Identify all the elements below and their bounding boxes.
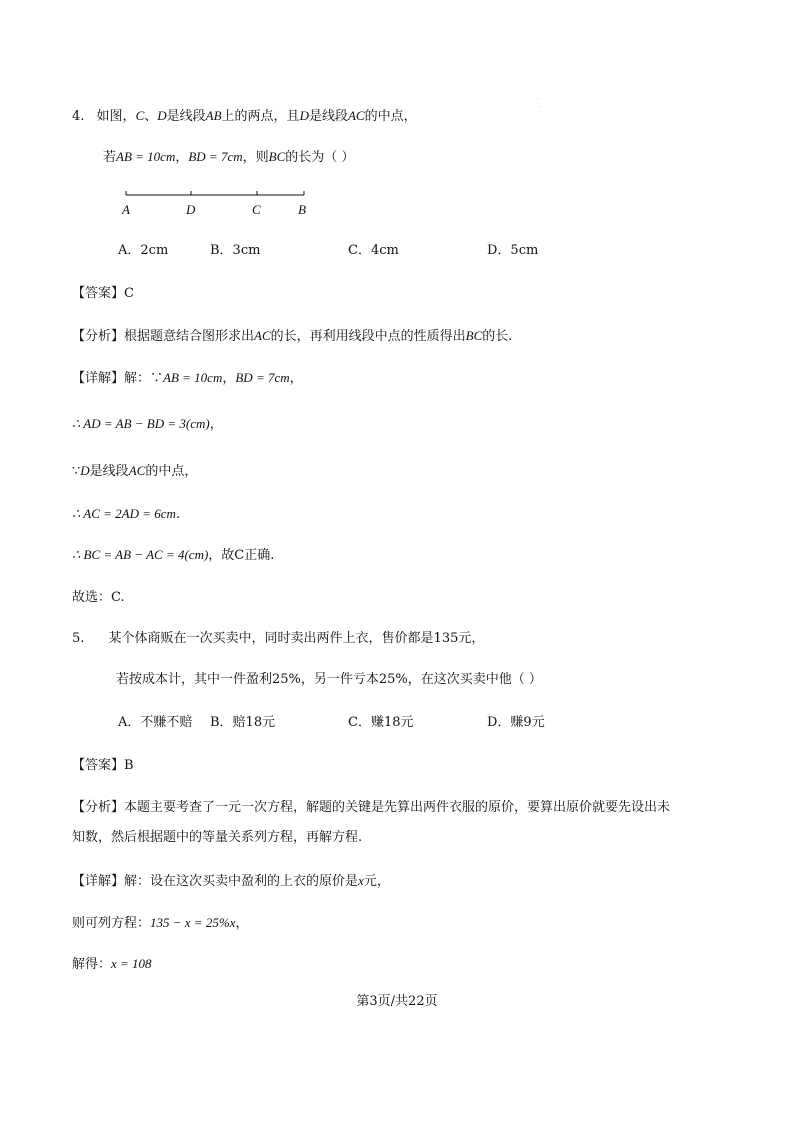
- text: 的中点，: [364, 109, 417, 124]
- question-number: 4.: [72, 109, 85, 124]
- math-var: AB: [205, 108, 222, 123]
- text: 解得：: [72, 957, 112, 972]
- math-var: BC: [465, 328, 483, 343]
- math-expression: AB = 10cm: [116, 149, 176, 164]
- math-expression: ∴ BC = AB − AC = 4(cm): [72, 547, 209, 562]
- option-a: A．2cm: [118, 243, 169, 258]
- text: 根据题意结合图形求出: [124, 329, 255, 344]
- page-footer: 第3页/共22页: [356, 994, 438, 1009]
- math-expression: x = 108: [111, 956, 152, 971]
- q5-analysis-line1: [72, 799, 670, 817]
- math-var: AC: [347, 108, 365, 123]
- detail-tag: 【详解】: [72, 371, 125, 386]
- math-expression: ∴ AD = AB − BD = 3(cm): [72, 416, 210, 431]
- text: .: [175, 507, 181, 522]
- q5-analysis-line2: 知数，然后根据题中的等量关系列方程，再解方程.: [72, 830, 363, 845]
- scan-mark: ·: [540, 104, 542, 111]
- question-number: 5.: [72, 631, 85, 646]
- math-var: AC: [128, 463, 146, 478]
- answer-tag: 【答案】: [72, 758, 125, 773]
- text: ，: [175, 150, 189, 165]
- q4-step1: [72, 415, 223, 434]
- math-var: D: [157, 108, 167, 123]
- segment-figure: [116, 186, 316, 220]
- text: ，: [289, 371, 303, 386]
- math-expression: AB = 10cm: [163, 370, 223, 385]
- text: 则可列方程：: [72, 916, 151, 931]
- point-label-b: B: [298, 202, 306, 217]
- q4-conclusion: 故选：C.: [72, 590, 125, 605]
- q4-analysis: [72, 327, 512, 346]
- q5-solution: [72, 955, 152, 974]
- q5-answer: [72, 757, 134, 775]
- option-a: A．不赚不赔: [118, 715, 193, 730]
- point-label-c: C: [252, 202, 261, 217]
- q5-equation: [72, 914, 248, 933]
- q5-detail: [72, 872, 390, 891]
- q4-stem-line1: [72, 107, 417, 126]
- text: ，则: [242, 150, 269, 165]
- text: 元，: [363, 874, 390, 889]
- detail-tag: 【详解】: [72, 874, 125, 889]
- text: 解：设在这次买卖中盈利的上衣的原价是: [124, 874, 359, 889]
- option-d: D．5cm: [487, 243, 539, 258]
- math-var: BC: [268, 149, 286, 164]
- text: 是线段: [166, 109, 206, 124]
- text: 上的两点，且: [221, 109, 300, 124]
- q4-answer: [72, 285, 134, 303]
- math-expression: ∴ AC = 2AD = 6cm: [72, 506, 176, 521]
- text: 若: [103, 150, 117, 165]
- analysis-tag: 【分析】: [72, 329, 125, 344]
- text: 是线段: [89, 464, 129, 479]
- math-expression: 135 − x = 25%x: [150, 915, 236, 930]
- point-label-a: A: [122, 202, 130, 217]
- math-expression: BD = 7cm: [235, 370, 290, 385]
- text: 的中点，: [145, 464, 198, 479]
- math-var: C: [135, 108, 145, 123]
- option-c: C．赚18元: [348, 715, 414, 730]
- q4-step2: [72, 462, 197, 481]
- math-expression: BD = 7cm: [188, 149, 243, 164]
- option-c: C．4cm: [348, 243, 399, 258]
- text: ，: [235, 916, 249, 931]
- text: 如图，: [96, 109, 136, 124]
- text: ，: [222, 371, 236, 386]
- q4-stem-line2: [103, 148, 354, 167]
- option-b: B．3cm: [210, 243, 261, 258]
- answer-value: B: [124, 758, 134, 773]
- q4-detail: [72, 369, 303, 388]
- scan-mark: ·: [537, 96, 539, 103]
- math-var: D: [80, 463, 90, 478]
- text: 、: [144, 109, 158, 124]
- math-var: AC: [254, 328, 271, 343]
- answer-tag: 【答案】: [72, 286, 125, 301]
- math-var: D: [299, 108, 309, 123]
- text: 的长为（ ）: [285, 150, 355, 165]
- analysis-tag: 【分析】: [72, 800, 125, 815]
- option-d: D．赚9元: [487, 715, 545, 730]
- q4-step3: [72, 505, 180, 524]
- point-label-d: D: [186, 202, 196, 217]
- text: 解：∵: [124, 371, 164, 386]
- text: ∵: [72, 464, 81, 479]
- text: ，: [209, 417, 223, 432]
- q5-stem-line1: [72, 630, 484, 648]
- q4-step4: [72, 546, 274, 565]
- option-b: B．赔18元: [210, 715, 276, 730]
- text: 某个体商贩在一次买卖中，同时卖出两件上衣，售价都是135元，: [108, 631, 485, 646]
- text: ，故C正确.: [208, 548, 275, 563]
- q5-stem-line2: 若按成本计，其中一件盈利25%，另一件亏本25%，在这次买卖中他（ ）: [116, 672, 542, 687]
- answer-value: C: [124, 286, 134, 301]
- text: 是线段: [308, 109, 348, 124]
- text: 的长，再利用线段中点的性质得出: [270, 329, 466, 344]
- text: 的长.: [482, 329, 513, 344]
- text: 本题主要考查了一元一次方程，解题的关键是先算出两件衣服的原价，要算出原价就要先设出未: [124, 800, 671, 815]
- math-var: x: [358, 873, 364, 888]
